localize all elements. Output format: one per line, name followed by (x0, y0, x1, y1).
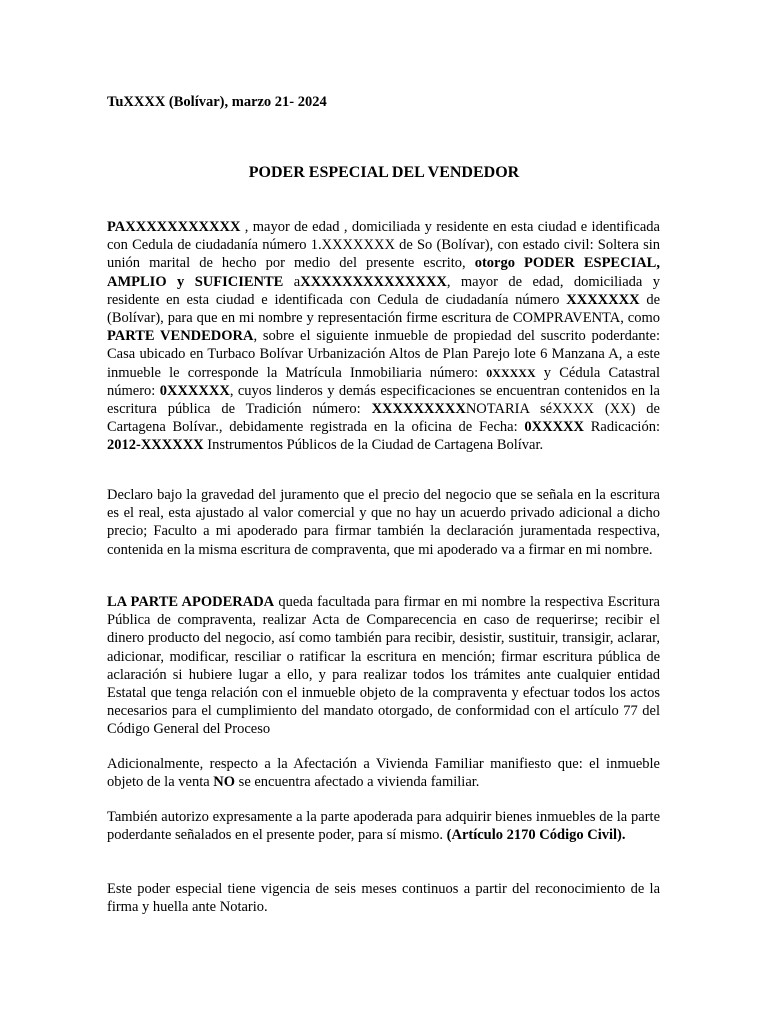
grantor-name: PAXXXXXXXXXXX (107, 219, 241, 235)
family-housing-text: Adicionalmente, respecto a la Afectación a Vivienda Familiar manifiesto que: el inmueble objeto de la venta (107, 756, 660, 791)
deed-text: , cuyos linderos y demás especificaciones se encuentran contenidos en la escritura pública de Tradición número: (107, 382, 660, 418)
document-title: PODER ESPECIAL DEL VENDEDOR (248, 164, 520, 181)
attorney-name: XXXXXXXXXXXXXX (300, 273, 447, 290)
paragraph-grant (107, 218, 660, 455)
attorney-party-label: LA PARTE APODERADA (107, 594, 275, 610)
notary-text: NOTARIA séXXXX (XX) de Cartagena Bolívar., debidamente registrada en la oficina de Fecha: (107, 401, 660, 436)
grant-connector: a (283, 273, 301, 290)
registration-number: 0XXXXX (486, 365, 536, 380)
seller-role: PARTE VENDEDORA (107, 328, 254, 345)
family-housing-end: se encuentra afectado a vivienda familiar. (235, 774, 480, 791)
registry-office: Instrumentos Públicos de la Ciudad de Cartagena Bolívar. (203, 437, 544, 454)
attorney-details: , mayor de edad, domiciliada y residente en esta ciudad e identificada con Cedula de ciudadanía número (107, 273, 660, 308)
grant-clause: otorgo PODER ESPECIAL, AMPLIO y SUFICIENTE (107, 255, 660, 290)
grantor-details: , mayor de edad , domiciliada y residente en esta ciudad e identificada con Cedula de ciudadanía número 1.XXXXXXX de So (Bolívar), con estado civil: Soltera sin unión marital de hecho por medio del presente escrito, (107, 219, 660, 272)
paragraph-family-housing (107, 755, 660, 791)
powers-text: queda facultada para firmar en mi nombre la respectiva Escritura Pública de compraventa, realizar Acta de Comparecencia en caso de requerirse; recibir el dinero producto del negocio, así como también para recibir, desistir, sustituir, transigir, aclarar, adicionar, modificar, resciliar o ratificar la escritura en mención; firmar escritura pública de aclaración si hubiere lugar a ello, y para realizar todos los trámites ante cualquier entidad Estatal que tenga relación con el inmueble objeto de la compraventa y efectuar todos los actos necesarios para el cumplimiento del mandato otorgado, de conformidad con el artículo 77 del Código General del Proceso (107, 594, 660, 738)
mandate-text: de (Bolívar), para que en mi nombre y representación firme escritura de COMPRAVENTA, como (107, 291, 661, 327)
family-housing-negation: NO (213, 774, 236, 791)
registration-date: 0XXXXX (524, 419, 584, 436)
filing-number: 2012-XXXXXX (107, 437, 204, 454)
dateline: TuXXXX (Bolívar), marzo 21- 2024 (107, 94, 327, 110)
paragraph-powers (107, 593, 660, 739)
filing-label: Radicación: (584, 419, 660, 436)
cadastral-label: y Cédula Catastral número: (107, 364, 661, 399)
property-description: , sobre el siguiente inmueble de propiedad del suscrito poderdante: Casa ubicado en Turbaco Bolívar Urbanización Altos de Plan Parejo lote 6 Manzana A, a este inmueble le corresponde la Matrícula Inmobiliaria número: (107, 328, 660, 381)
cadastral-number: 0XXXXXX (159, 382, 230, 399)
deed-number: XXXXXXXXX (371, 401, 466, 418)
paragraph-authorization (107, 808, 660, 844)
authorization-text: También autorizo expresamente a la parte apoderada para adquirir bienes inmuebles de la parte poderdante señalados en el presente poder, para sí mismo. (107, 809, 660, 844)
paragraph-declaration: Declaro bajo la gravedad del juramento que el precio del negocio que se señala en la escritura es el real, esta ajustado al valor comercial y que no hay un acuerdo privado adicional a dicho precio; Faculto a mi apoderado para firmar también la declaración juramentada respectiva, contenida en la misma escritura de compraventa, que mi apoderado va a firmar en mi nombre. (107, 487, 660, 558)
civil-code-reference: (Artículo 2170 Código Civil). (446, 827, 626, 844)
attorney-id-number: XXXXXXX (566, 291, 640, 308)
paragraph-validity: Este poder especial tiene vigencia de seis meses continuos a partir del reconocimiento de la firma y huella ante Notario. (107, 881, 660, 916)
